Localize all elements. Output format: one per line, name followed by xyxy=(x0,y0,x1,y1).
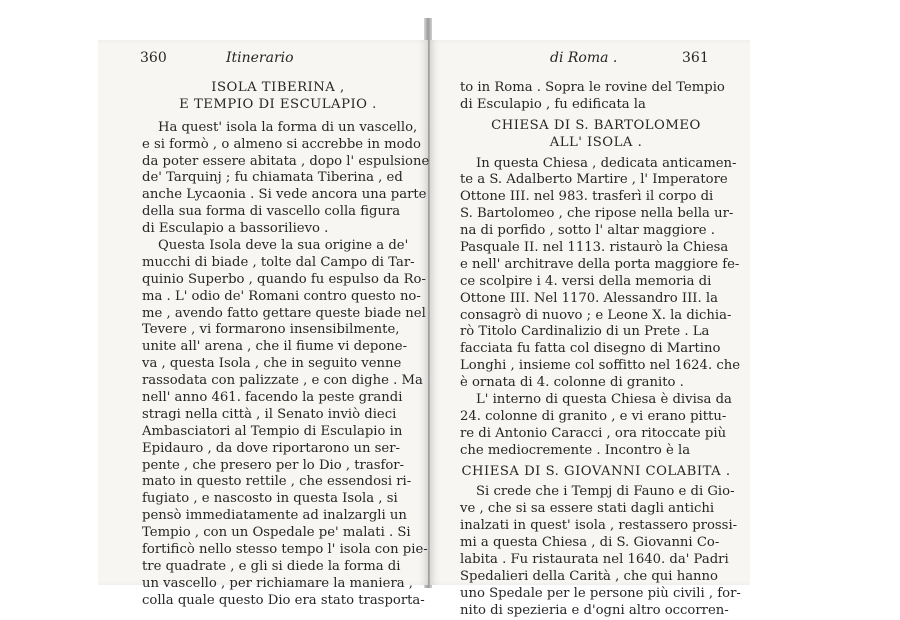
text-line: facciata fu fatta col disegno di Martino xyxy=(460,341,721,357)
text-line: In questa Chiesa , dedicata anticamen- xyxy=(476,155,737,171)
text-line: rò Titolo Cardinalizio di un Prete . La xyxy=(460,324,710,340)
left-running-title: Itinerario xyxy=(226,50,294,66)
right-page-text xyxy=(460,80,741,620)
section-heading: CHIESA DI S. GIOVANNI COLABITA . xyxy=(461,463,731,479)
text-line: Ha quest' isola la forma di un vascello, xyxy=(158,119,418,135)
text-line: colla quale questo Dio era stato trasporta- xyxy=(142,592,425,608)
text-line: è ornata di 4. colonne di granito . xyxy=(460,375,684,391)
text-line: Tempio , con un Ospedale pe' malati . Si xyxy=(142,525,411,541)
text-line: nell' anno 461. facendo la peste grandi xyxy=(142,390,403,406)
text-line: me , avendo fatto gettare queste biade nel xyxy=(142,305,426,321)
text-line: Ambasciatori al Tempio di Esculapio in xyxy=(142,423,403,439)
text-line: Epidauro , da dove riportarono un ser- xyxy=(142,440,400,456)
text-line: anche Lycaonia . Si vede ancora una parte xyxy=(142,187,427,203)
right-page xyxy=(430,40,750,618)
text-line: inalzati in quest' isola , restassero prossi- xyxy=(460,518,738,534)
text-line: nito di spezieria e d'ogni altro occorren- xyxy=(460,602,729,618)
right-page-number: 361 xyxy=(682,50,709,66)
section-heading: ISOLA TIBERINA , xyxy=(211,80,345,95)
section-heading: ALL' ISOLA . xyxy=(549,134,643,150)
text-line: pensò immediatamente ad inalzargli un xyxy=(142,508,407,524)
text-line: L' interno di questa Chiesa è divisa da xyxy=(476,392,732,408)
section-heading: E TEMPIO DI ESCULAPIO . xyxy=(179,96,377,112)
section-heading: CHIESA DI S. BARTOLOMEO xyxy=(491,117,701,133)
text-line: labita . Fu ristaurata nel 1640. da' Padri xyxy=(460,552,729,568)
text-line: Si crede che i Tempj di Fauno e di Gio- xyxy=(476,484,735,500)
text-line: di Esculapio , fu edificata la xyxy=(460,96,646,112)
text-line: che mediocremente . Incontro è la xyxy=(460,442,691,458)
text-line: rassodata con palizzate , e con dighe . Ma xyxy=(142,373,423,389)
text-line: 24. colonne di granito , e vi erano pittu- xyxy=(460,408,727,424)
text-line: tre quadrate , e gli si diede la forma di xyxy=(142,558,401,574)
text-line: ve , che si sa essere stati dagli antichi xyxy=(460,501,715,517)
text-line: da poter essere abitata , dopo l' espulsione xyxy=(142,153,430,169)
text-line: Ottone III. nel 983. trasferì il corpo di xyxy=(460,189,714,205)
text-line: un vascello , per richiamare la maniera , xyxy=(142,575,413,591)
text-line: di Esculapio a bassorilievo . xyxy=(142,221,329,237)
text-line: Longhi , insieme col soffitto nel 1624. che xyxy=(460,358,741,374)
text-line: ce scolpire i 4. versi della memoria di xyxy=(460,273,712,289)
left-page-number: 360 xyxy=(140,50,167,66)
text-line: Pasquale II. nel 1113. ristaurò la Chiesa xyxy=(460,240,729,256)
text-line: e si formò , o almeno si accrebbe in modo xyxy=(142,136,421,152)
text-line: mi a questa Chiesa , di S. Giovanni Co- xyxy=(460,535,720,551)
text-line: Tevere , vi formarono insensibilmente, xyxy=(142,322,400,338)
text-line: Ottone III. Nel 1170. Alessandro III. la xyxy=(460,290,718,306)
text-line: pente , che presero per lo Dio , trasfor- xyxy=(142,457,405,473)
text-line: stragi nella città , il Senato inviò dieci xyxy=(142,406,397,422)
text-line: na di porfido , sotto l' altar maggiore . xyxy=(460,223,715,239)
text-line: va , questa Isola , che in seguito venne xyxy=(142,356,402,372)
text-line: mato in questo rettile , che essendosi ri- xyxy=(142,474,412,490)
right-running-title: di Roma . xyxy=(550,50,618,66)
text-line: Questa Isola deve la sua origine a de' xyxy=(158,238,409,254)
text-line: S. Bartolomeo , che ripose nella bella ur- xyxy=(460,206,734,222)
left-page-text xyxy=(142,80,430,610)
text-line: consagrò di nuovo ; e Leone X. la dichia- xyxy=(460,307,732,323)
text-line: Spedalieri della Carità , che qui hanno xyxy=(460,568,718,584)
text-line: e nell' architrave della porta maggiore fe- xyxy=(460,256,740,272)
text-line: to in Roma . Sopra le rovine del Tempio xyxy=(460,80,725,95)
text-line: fugiato , e nascosto in questa Isola , si xyxy=(142,491,398,507)
text-line: re di Antonio Caracci , ora ritoccate più xyxy=(460,425,727,441)
text-line: fortificò nello stesso tempo l' isola con pie- xyxy=(142,542,428,558)
text-line: della sua forma di vascello colla figura xyxy=(142,204,401,220)
text-line: unite all' arena , che il fiume vi depone- xyxy=(142,339,408,355)
text-line: mucchi di biade , tolte dal Campo di Tar- xyxy=(142,254,415,270)
text-line: ma . L' odio de' Romani contro questo no- xyxy=(142,288,421,304)
text-line: te a S. Adalberto Martire , l' Imperatore xyxy=(460,172,728,188)
left-page xyxy=(98,40,430,608)
text-line: quinio Superbo , quando fu espulso da Ro- xyxy=(142,271,426,287)
text-line: de' Tarquinj ; fu chiamata Tiberina , ed xyxy=(142,170,403,186)
text-line: uno Spedale per le persone più civili , for- xyxy=(460,585,741,601)
